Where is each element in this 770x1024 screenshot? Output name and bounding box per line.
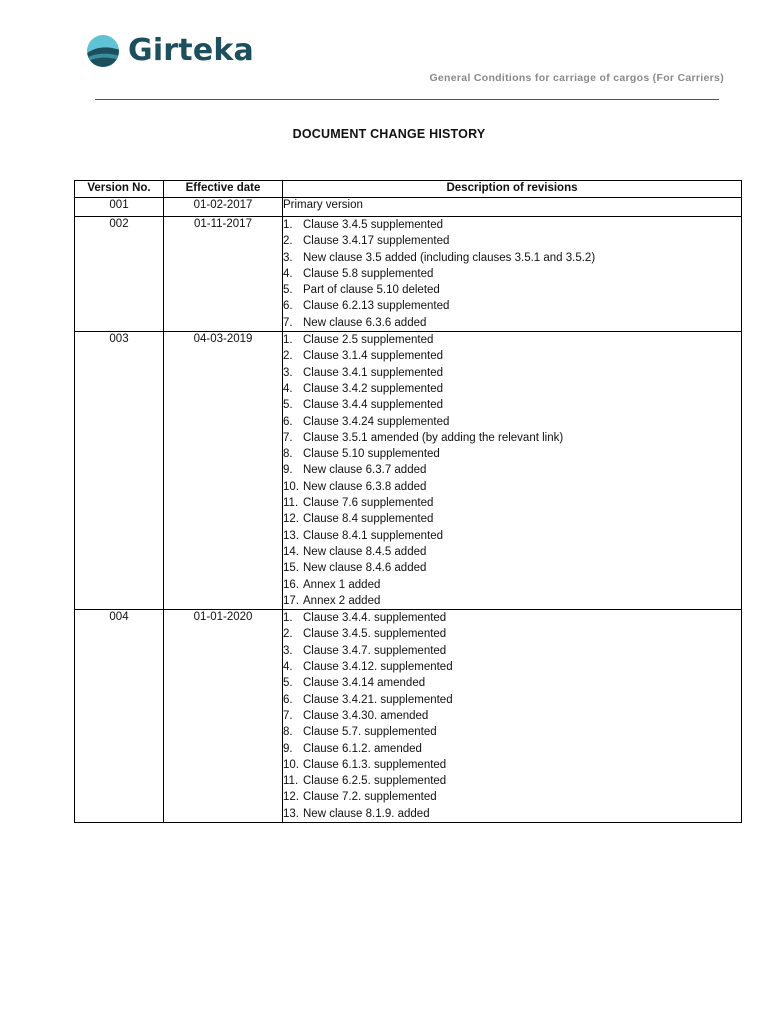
table-header-row	[75, 181, 742, 198]
list-item-number: 1.	[283, 612, 293, 625]
list-item-text: New clause 3.5 added (including clauses 3.5.1 and 3.5.2)	[303, 251, 596, 264]
list-item-number: 2.	[283, 350, 293, 363]
list-item	[283, 495, 741, 511]
list-item-number: 5.	[283, 284, 293, 297]
list-item-text: Clause 5.7. supplemented	[303, 726, 437, 739]
list-item-number: 8.	[283, 726, 293, 739]
list-item-text: Clause 3.4.4. supplemented	[303, 612, 447, 625]
list-item-number: 16.	[283, 578, 299, 591]
list-item-text: Clause 3.4.5. supplemented	[303, 628, 447, 641]
list-item-number: 3.	[283, 251, 293, 264]
list-item	[283, 659, 741, 675]
list-item-text: Clause 6.1.3. supplemented	[303, 758, 447, 771]
list-item	[283, 414, 741, 430]
girteka-logo-icon	[86, 34, 120, 68]
list-item-text: New clause 6.3.7 added	[303, 464, 427, 477]
effective-date-cell: 04-03-2019	[164, 332, 283, 610]
change-history-table	[74, 180, 742, 823]
table-row	[75, 217, 742, 332]
column-header-description: Description of revisions	[283, 181, 742, 198]
list-item-text: Annex 1 added	[303, 578, 381, 591]
list-item-text: Clause 3.4.21. supplemented	[303, 693, 453, 706]
list-item-number: 11.	[283, 775, 299, 788]
list-item-number: 13.	[283, 807, 299, 820]
list-item-number: 7.	[283, 316, 293, 329]
list-item-text: Clause 3.4.30. amended	[303, 709, 429, 722]
list-item-number: 15.	[283, 562, 299, 575]
list-item-number: 2.	[283, 628, 293, 641]
list-item-text: Clause 3.4.4 supplemented	[303, 399, 444, 412]
list-item-text: Clause 3.4.7. supplemented	[303, 644, 447, 657]
revision-list	[283, 332, 741, 609]
column-header-version: Version No.	[75, 181, 164, 198]
list-item	[283, 315, 741, 331]
version-cell: 001	[75, 198, 164, 217]
list-item	[283, 430, 741, 446]
list-item-number: 14.	[283, 545, 299, 558]
version-cell: 002	[75, 217, 164, 332]
list-item	[283, 724, 741, 740]
list-item-text: Clause 7.6 supplemented	[303, 497, 434, 510]
list-item	[283, 675, 741, 691]
list-item-text: New clause 6.3.6 added	[303, 316, 427, 329]
list-item-text: Clause 8.4 supplemented	[303, 513, 434, 526]
list-item	[283, 332, 741, 348]
list-item	[283, 217, 741, 233]
version-cell: 004	[75, 610, 164, 823]
list-item-number: 12.	[283, 791, 299, 804]
list-item	[283, 479, 741, 495]
description-cell	[283, 217, 742, 332]
list-item	[283, 741, 741, 757]
list-item-text: Clause 3.4.1 supplemented	[303, 366, 444, 379]
list-item-number: 5.	[283, 399, 293, 412]
list-item	[283, 397, 741, 413]
list-item	[283, 692, 741, 708]
table-row	[75, 610, 742, 823]
description-cell	[283, 198, 742, 217]
list-item-number: 11.	[283, 497, 299, 510]
list-item	[283, 593, 741, 609]
document-title: DOCUMENT CHANGE HISTORY	[292, 127, 486, 141]
list-item	[283, 462, 741, 478]
list-item-number: 1.	[283, 334, 293, 347]
list-item-number: 10.	[283, 480, 299, 493]
list-item-number: 10.	[283, 758, 299, 771]
list-item	[283, 365, 741, 381]
list-item-text: Clause 7.2. supplemented	[303, 791, 437, 804]
list-item	[283, 626, 741, 642]
list-item-text: Clause 6.1.2. amended	[303, 742, 422, 755]
list-item	[283, 577, 741, 593]
header-divider	[95, 99, 719, 100]
list-item	[283, 511, 741, 527]
list-item-text: Clause 8.4.1 supplemented	[303, 529, 444, 542]
table-row	[75, 332, 742, 610]
list-item-number: 3.	[283, 644, 293, 657]
list-item-number: 6.	[283, 300, 293, 313]
effective-date-cell: 01-11-2017	[164, 217, 283, 332]
list-item	[283, 446, 741, 462]
effective-date-cell: 01-01-2020	[164, 610, 283, 823]
list-item	[283, 708, 741, 724]
list-item-text: Clause 6.2.13 supplemented	[303, 300, 450, 313]
table-row	[75, 198, 742, 217]
list-item-text: Clause 6.2.5. supplemented	[303, 775, 447, 788]
list-item-text: Annex 2 added	[303, 594, 381, 607]
list-item-text: New clause 8.1.9. added	[303, 807, 430, 820]
revision-list	[283, 610, 741, 822]
list-item-text: Clause 3.4.24 supplemented	[303, 415, 450, 428]
list-item	[283, 348, 741, 364]
company-logo	[86, 34, 254, 68]
brand-name: Girteka	[128, 33, 254, 68]
list-item-number: 13.	[283, 529, 299, 542]
list-item-number: 4.	[283, 382, 293, 395]
list-item-text: Clause 5.10 supplemented	[303, 448, 440, 461]
list-item	[283, 806, 741, 822]
list-item-text: Clause 3.5.1 amended (by adding the relevant link)	[303, 431, 564, 444]
list-item-number: 8.	[283, 448, 293, 461]
list-item-text: New clause 8.4.5 added	[303, 545, 427, 558]
list-item-number: 17.	[283, 594, 299, 607]
list-item-text: Clause 3.4.12. supplemented	[303, 661, 453, 674]
list-item-number: 12.	[283, 513, 299, 526]
list-item-text: Clause 5.8 supplemented	[303, 267, 434, 280]
column-header-date: Effective date	[164, 181, 283, 198]
version-cell: 003	[75, 332, 164, 610]
list-item-text: Clause 2.5 supplemented	[303, 334, 434, 347]
header-subtitle: General Conditions for carriage of cargos (For Carriers)	[429, 72, 724, 84]
effective-date-cell: 01-02-2017	[164, 198, 283, 217]
list-item	[283, 643, 741, 659]
revision-list	[283, 217, 741, 331]
list-item-number: 1.	[283, 219, 293, 231]
list-item	[283, 233, 741, 249]
list-item	[283, 789, 741, 805]
list-item	[283, 757, 741, 773]
list-item-number: 9.	[283, 742, 293, 755]
list-item-number: 2.	[283, 235, 293, 248]
list-item-text: New clause 8.4.6 added	[303, 562, 427, 575]
list-item	[283, 610, 741, 626]
list-item-number: 9.	[283, 464, 293, 477]
list-item	[283, 282, 741, 298]
list-item-number: 7.	[283, 431, 293, 444]
list-item-text: Clause 3.4.17 supplemented	[303, 235, 450, 248]
list-item	[283, 381, 741, 397]
description-cell	[283, 610, 742, 823]
list-item-text: Clause 3.4.2 supplemented	[303, 382, 444, 395]
list-item-number: 4.	[283, 267, 293, 280]
list-item-text: Clause 3.4.5 supplemented	[303, 219, 444, 231]
list-item	[283, 773, 741, 789]
list-item-text: Part of clause 5.10 deleted	[303, 284, 440, 297]
list-item	[283, 266, 741, 282]
list-item-number: 6.	[283, 693, 293, 706]
list-item	[283, 560, 741, 576]
list-item-text: Clause 3.1.4 supplemented	[303, 350, 444, 363]
list-item-number: 6.	[283, 415, 293, 428]
list-item	[283, 528, 741, 544]
description-text: Primary version	[283, 199, 363, 211]
list-item	[283, 250, 741, 266]
list-item-text: New clause 6.3.8 added	[303, 480, 427, 493]
list-item-number: 7.	[283, 709, 293, 722]
list-item-number: 5.	[283, 677, 293, 690]
description-cell	[283, 332, 742, 610]
list-item-text: Clause 3.4.14 amended	[303, 677, 426, 690]
list-item-number: 4.	[283, 661, 293, 674]
list-item	[283, 298, 741, 314]
list-item	[283, 544, 741, 560]
list-item-number: 3.	[283, 366, 293, 379]
